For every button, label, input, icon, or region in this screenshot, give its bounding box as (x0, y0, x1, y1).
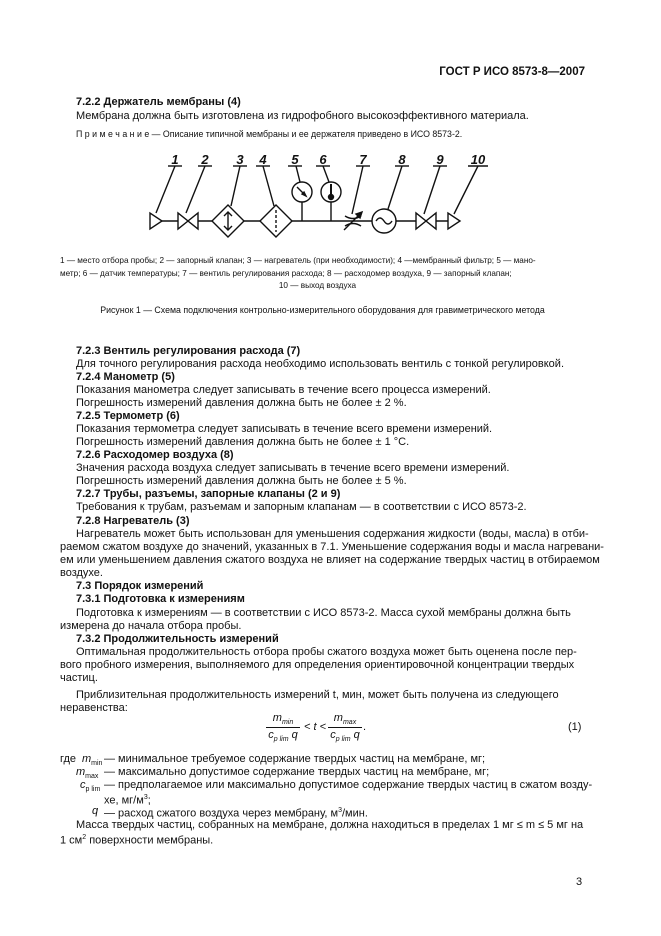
def-m-max-symbol: $m_{max}$ (76, 766, 99, 781)
def-c-plim-symbol: $c_{p lim}$ (80, 779, 101, 794)
diagram-label-9: 9 (436, 152, 444, 167)
section-text-7-2-8-c: ем или уменьшением давления сжатого воздуха не влияет на содержание твердых частиц в отбираемом (60, 554, 600, 566)
section-text-7-2-4-b: Погрешность измерений давления должна быть не более ± 2 %. (76, 397, 407, 409)
section-title-7-3: 7.3 Порядок измерений (76, 580, 204, 592)
diagram-label-3: 3 (236, 152, 244, 167)
note-7-2-2: П р и м е ч а н и е — Описание типичной мембраны и ее держателя приведено в ИСО 8573-2. (76, 129, 463, 139)
def-m-min-symbol: $m_{min}$ (82, 753, 103, 768)
diagram-label-7: 7 (359, 152, 367, 167)
section-title-7-2-3: 7.2.3 Вентиль регулирования расхода (7) (76, 345, 301, 357)
section-text-7-3-1-b: измерена до начала отбора пробы. (60, 620, 242, 632)
section-text-7-2-6-b: Погрешность измерений давления должна быть не более ± 5 %. (76, 475, 407, 487)
diagram-label-5: 5 (291, 152, 299, 167)
section-text-7-2-8-d: воздухе. (60, 567, 103, 579)
section-title-7-3-1: 7.3.1 Подготовка к измерениям (76, 593, 245, 605)
legend-line-3: 10 — выход воздуха (278, 281, 357, 291)
section-title-7-2-7: 7.2.7 Трубы, разъемы, запорные клапаны (2 и 9) (76, 488, 341, 500)
section-title-7-2-4: 7.2.4 Манометр (5) (76, 371, 175, 383)
where-prefix: где (60, 753, 77, 765)
def-c-plim-text-2: хе, $мг/м^3$; (104, 794, 151, 807)
def-m-min-text: — минимальное требуемое содержание твердых частиц на мембране, мг; (104, 753, 486, 765)
figure-caption: Рисунок 1 — Схема подключения контрольно-измерительного оборудования для гравиметрического метода (100, 305, 545, 315)
page-number: 3 (576, 876, 583, 888)
section-title-7-2-6: 7.2.6 Расходомер воздуха (8) (76, 449, 234, 461)
legend-line-1: 1 — место отбора пробы; 2 — запорный клапан; 3 — нагреватель (при необходимости); 4 —мембранный фильтр; 5 — мано- (60, 256, 536, 265)
section-text-7-2-3: Для точного регулирования расхода необходимо использовать вентиль с тонкой регулировкой. (76, 358, 564, 370)
def-q-text: — расход сжатого воздуха через мембрану, $м^3$/мин. (104, 807, 368, 820)
section-text-7-2-5-a: Показания термометра следует записывать в течение всего времени измерений. (76, 423, 493, 435)
legend-line-2: метр; 6 — датчик температуры; 7 — вентиль регулирования расхода; 8 — расходомер воздуха, 9 — запорный клапан; (60, 268, 512, 278)
section-text-7-3-1-a: Подготовка к измерениям — в соответствии с ИСО 8573-2. Масса сухой мембраны должна быть (76, 607, 571, 619)
def-c-plim-text: — предполагаемое или максимально допустимое содержание твердых частиц в сжатом возду- (104, 779, 593, 791)
valve-2-symbol (178, 213, 188, 229)
section-text-7-3-2-c: частиц. (60, 672, 98, 684)
section-title-7-2-2: 7.2.2 Держатель мембраны (4) (76, 96, 241, 108)
section-title-7-2-8: 7.2.8 Нагреватель (3) (76, 515, 190, 527)
formula-number: (1) (568, 721, 582, 733)
formula-1 (266, 712, 376, 746)
fraction-left: $m_{min}$ $c_{p lim}$ q (266, 712, 300, 743)
section-text-7-2-4-a: Показания манометра следует записывать в течение всего процесса измерений. (76, 384, 491, 396)
section-text-7-2-5-b: Погрешность измерений давления должна быть не более ± 1 °С. (76, 436, 410, 448)
diagram-label-1: 1 (171, 152, 179, 167)
diagram-label-4: 4 (259, 152, 267, 167)
section-text-7-2-7: Требования к трубам, разъемам и запорным клапанам — в соответствии с ИСО 8573-2. (76, 501, 527, 513)
section-title-7-3-2: 7.3.2 Продолжительность измерений (76, 633, 279, 645)
section-text-7-2-8-b: раемом сжатом воздухе до значений, указанных в 7.1. Уменьшение содержания воды и масла нагревани- (60, 541, 604, 553)
section-text-7-3-2-a: Оптимальная продолжительность отбора пробы сжатого воздуха может быть оценена после пер- (76, 646, 577, 658)
sampling-point-symbol (150, 213, 162, 229)
figure-legend (60, 255, 575, 293)
air-outlet-symbol (448, 213, 460, 229)
section-title-7-2-5: 7.2.5 Термометр (6) (76, 410, 180, 422)
section-text-7-2-8-a: Нагреватель может быть использован для уменьшения содержания жидкости (воды, масла) в отби- (76, 528, 589, 540)
def-m-max-text: — максимально допустимое содержание твердых частиц на мембране, мг; (104, 766, 490, 778)
section-text-7-3-2-d: Приблизительная продолжительность измерений t, мин, может быть получена из следующего (76, 689, 559, 701)
final-text-a: Масса твердых частиц, собранных на мембране, должна находиться в пределах 1 мг ≤ m ≤ 5 мг на (76, 819, 584, 831)
valve-9-symbol (416, 213, 426, 229)
diagram-label-10: 10 (470, 152, 486, 167)
diagram-label-2: 2 (201, 152, 209, 167)
section-text-7-3-2-e: неравенства: (60, 702, 128, 714)
diagram-label-8: 8 (398, 152, 406, 167)
fraction-right: $m_{max}$ $c_{p lim}$ q (328, 712, 362, 743)
diagram-label-6: 6 (319, 152, 327, 167)
section-text-7-3-2-b: вого пробного измерения, выполняемого для определения ориентировочной концентрации твердых (60, 659, 575, 671)
final-text-b: 1 $см^2$ поверхности мембраны. (60, 834, 214, 847)
formula-middle: < t < (304, 721, 327, 733)
section-text-7-2-2: Мембрана должна быть изготовлена из гидрофобного высокоэффективного материала. (76, 110, 529, 122)
def-q-symbol: q (92, 805, 99, 817)
document-header: ГОСТ Р ИСО 8573-8—2007 (439, 66, 585, 78)
figure-1-diagram (140, 150, 500, 250)
section-text-7-2-6-a: Значения расхода воздуха следует записывать в течение всего времени измерений. (76, 462, 510, 474)
formula-tail: . (363, 721, 367, 733)
